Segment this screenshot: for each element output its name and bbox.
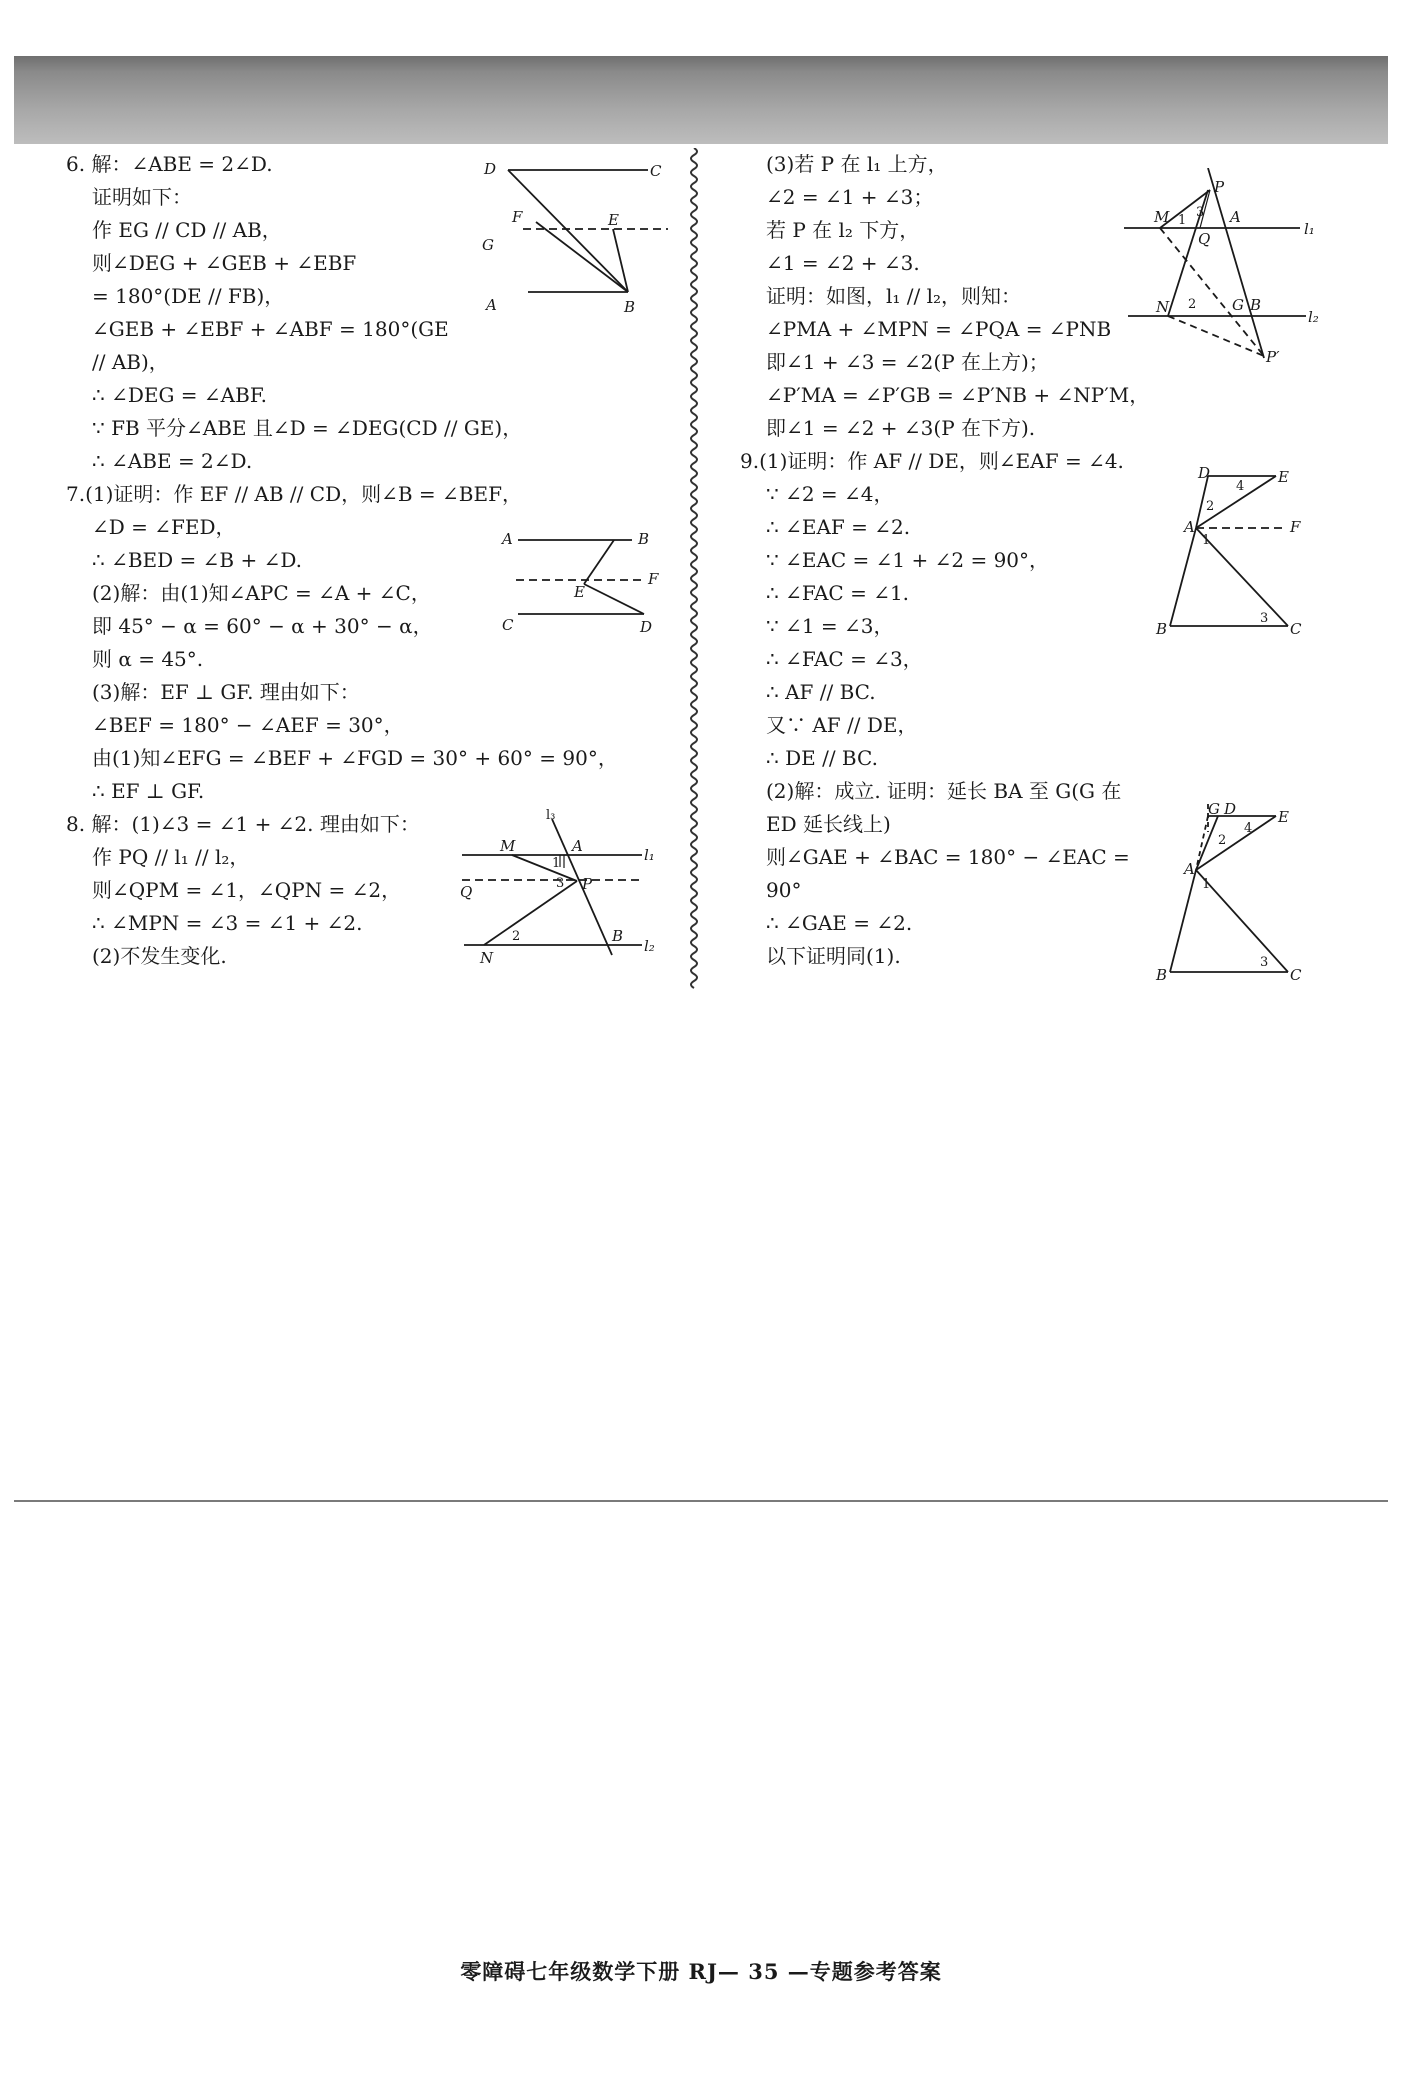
fig9a-label-3: 3 xyxy=(1260,611,1269,626)
figure-problem-9-part2 xyxy=(1148,796,1338,986)
fig8b-label-2: 2 xyxy=(1188,297,1197,312)
text-line: (3)解：EF ⊥ GF. 理由如下： xyxy=(92,680,360,704)
text-line: ∴ ∠BED = ∠B + ∠D. xyxy=(92,548,303,572)
text-line: ∵ ∠2 = ∠4， xyxy=(766,482,894,506)
figure-problem-8-part3 xyxy=(1120,168,1340,368)
fig9a-label-D: D xyxy=(1198,464,1211,482)
fig8b-label-1: 1 xyxy=(1178,213,1187,228)
text-line: 即∠1 + ∠3 = ∠2(P 在上方)； xyxy=(766,350,1049,374)
fig7-label-D: D xyxy=(640,618,653,636)
fig8-label-l2: l₂ xyxy=(644,937,655,955)
text-line: ∠D = ∠FED， xyxy=(92,515,236,539)
fig9b-label-3: 3 xyxy=(1260,955,1269,970)
fig8b-label-A: A xyxy=(1230,208,1241,226)
fig8-label-l1: l₁ xyxy=(644,846,655,864)
text-line: 7.(1)证明：作 EF // AB // CD，则∠B = ∠BEF， xyxy=(66,482,522,506)
text-line: 则∠DEG + ∠GEB + ∠EBF xyxy=(92,251,357,275)
text-line: ∴ EF ⊥ GF. xyxy=(92,779,205,803)
text-line: ∵ ∠1 = ∠3， xyxy=(766,614,894,638)
page-divider xyxy=(14,1500,1388,1502)
text-line: ∴ ∠EAF = ∠2. xyxy=(766,515,911,539)
fig6-label-A: A xyxy=(486,296,497,314)
fig8b-label-N: N xyxy=(1156,298,1170,316)
fig9a-label-A: A xyxy=(1184,518,1195,536)
fig8-label-N: N xyxy=(480,949,494,965)
text-line: 90° xyxy=(766,878,802,902)
fig8b-label-G: G xyxy=(1232,296,1244,314)
fig8-label-P: P xyxy=(582,875,593,893)
fig7-label-C: C xyxy=(502,616,514,634)
text-line: 则 α = 45°. xyxy=(92,647,204,671)
fig8-label-B: B xyxy=(612,927,624,945)
text-line: 作 EG // CD // AB， xyxy=(92,218,282,242)
fig9a-label-2: 2 xyxy=(1206,499,1215,514)
fig9b-label-E: E xyxy=(1278,808,1289,826)
text-line: ∠1 = ∠2 + ∠3. xyxy=(766,251,920,275)
fig9b-label-4: 4 xyxy=(1244,821,1253,836)
text-line: (2)不发生变化. xyxy=(92,944,227,968)
fig8b-label-3: 3 xyxy=(1196,205,1205,220)
text-line: ∠P′MA = ∠P′GB = ∠P′NB + ∠NP′M， xyxy=(766,383,1150,407)
fig9a-label-B: B xyxy=(1156,620,1168,638)
fig8b-label-P-prime: P′ xyxy=(1266,348,1280,366)
fig8-label-3: 3 xyxy=(556,876,565,891)
fig9b-label-A: A xyxy=(1184,860,1195,878)
text-line: ∵ FB 平分∠ABE 且∠D = ∠DEG(CD // GE)， xyxy=(92,416,523,440)
text-line: 作 PQ // l₁ // l₂， xyxy=(92,845,250,869)
fig8-label-1: 1 xyxy=(552,856,561,871)
fig8b-label-Q: Q xyxy=(1198,230,1211,248)
figure-problem-9-part1 xyxy=(1148,462,1338,642)
fig8b-label-P: P xyxy=(1214,178,1225,196)
figure-problem-6 xyxy=(478,152,678,317)
fig7-label-E: E xyxy=(574,583,585,601)
text-line: 若 P 在 l₂ 下方， xyxy=(766,218,920,242)
text-line: ∴ ∠FAC = ∠3， xyxy=(766,647,923,671)
fig9b-label-1: 1 xyxy=(1202,877,1211,892)
text-line: (3)若 P 在 l₁ 上方， xyxy=(766,152,948,176)
text-line: ∴ ∠FAC = ∠1. xyxy=(766,581,910,605)
text-line: ∠BEF = 180° − ∠AEF = 30°， xyxy=(92,713,404,737)
fig9b-label-G: G xyxy=(1208,800,1220,818)
text-line: (2)解：由(1)知∠APC = ∠A + ∠C， xyxy=(92,581,431,605)
text-line: // AB)， xyxy=(92,350,169,374)
fig7-label-F: F xyxy=(648,570,659,588)
fig9a-label-F: F xyxy=(1290,518,1301,536)
fig8b-label-l2: l₂ xyxy=(1308,308,1319,326)
text-line: ∠GEB + ∠EBF + ∠ABF = 180°(GE xyxy=(92,317,449,341)
figure-problem-8 xyxy=(452,805,674,965)
fig9a-label-1: 1 xyxy=(1202,533,1211,548)
fig9a-label-C: C xyxy=(1290,620,1302,638)
fig8-label-2: 2 xyxy=(512,929,521,944)
fig7-label-A: A xyxy=(502,530,513,548)
text-line: ∴ ∠DEG = ∠ABF. xyxy=(92,383,267,407)
fig9a-label-4: 4 xyxy=(1236,479,1245,494)
fig8-label-A: A xyxy=(572,837,583,855)
fig8-label-Q: Q xyxy=(460,883,473,901)
text-line: 又∵ AF // DE， xyxy=(766,713,918,737)
text-line: ∴ DE // BC. xyxy=(766,746,878,770)
text-line: ∵ ∠EAC = ∠1 + ∠2 = 90°， xyxy=(766,548,1050,572)
text-line: 证明：如图，l₁ // l₂，则知： xyxy=(766,284,1022,308)
fig6-label-F: F xyxy=(512,208,523,226)
text-line: 由(1)知∠EFG = ∠BEF + ∠FGD = 30° + 60° = 90°， xyxy=(92,746,618,770)
fig8b-label-B: B xyxy=(1250,296,1262,314)
text-line: 6. 解：∠ABE = 2∠D. xyxy=(66,152,273,176)
fig9a-label-E: E xyxy=(1278,468,1289,486)
page-footer: 零障碍七年级数学下册 RJ— 35 —专题参考答案 xyxy=(460,1959,942,1984)
fig9b-label-B: B xyxy=(1156,966,1168,984)
fig6-label-D: D xyxy=(484,160,497,178)
text-line: ∴ ∠MPN = ∠3 = ∠1 + ∠2. xyxy=(92,911,363,935)
text-line: ∴ AF // BC. xyxy=(766,680,876,704)
text-line: 则∠QPM = ∠1，∠QPN = ∠2， xyxy=(92,878,402,902)
fig9b-label-C: C xyxy=(1290,966,1302,984)
fig6-label-E: E xyxy=(608,211,619,229)
text-line: 即 45° − α = 60° − α + 30° − α， xyxy=(92,614,433,638)
text-line: 9.(1)证明：作 AF // DE，则∠EAF = ∠4. xyxy=(740,449,1124,473)
header-band xyxy=(14,56,1388,144)
figure-problem-7 xyxy=(496,522,676,640)
fig6-label-C: C xyxy=(650,162,662,180)
text-line: 证明如下： xyxy=(92,185,192,209)
fig6-label-G: G xyxy=(482,236,494,254)
text-line: ED 延长线上) xyxy=(766,812,891,836)
text-line: 即∠1 = ∠2 + ∠3(P 在下方). xyxy=(766,416,1036,440)
text-line: ∴ ∠GAE = ∠2. xyxy=(766,911,913,935)
fig8b-label-M: M xyxy=(1154,208,1170,226)
fig8-label-l3: l₃ xyxy=(546,808,556,823)
fig9b-label-D: D xyxy=(1224,800,1237,818)
text-line: ∠PMA + ∠MPN = ∠PQA = ∠PNB xyxy=(766,317,1112,341)
fig8b-label-l1: l₁ xyxy=(1304,220,1315,238)
text-line: 以下证明同(1). xyxy=(766,944,901,968)
text-line: = 180°(DE // FB)， xyxy=(92,284,285,308)
text-line: ∴ ∠ABE = 2∠D. xyxy=(92,449,253,473)
fig9b-label-2: 2 xyxy=(1218,833,1227,848)
fig7-label-B: B xyxy=(638,530,650,548)
column-divider xyxy=(686,148,702,990)
text-line: 则∠GAE + ∠BAC = 180° − ∠EAC = xyxy=(766,845,1130,869)
text-line: (2)解：成立. 证明：延长 BA 至 G(G 在 xyxy=(766,779,1122,803)
fig8-label-M: M xyxy=(500,837,516,855)
text-line: ∠2 = ∠1 + ∠3； xyxy=(766,185,934,209)
text-line: 8. 解：(1)∠3 = ∠1 + ∠2. 理由如下： xyxy=(66,812,420,836)
fig6-label-B: B xyxy=(624,298,636,316)
